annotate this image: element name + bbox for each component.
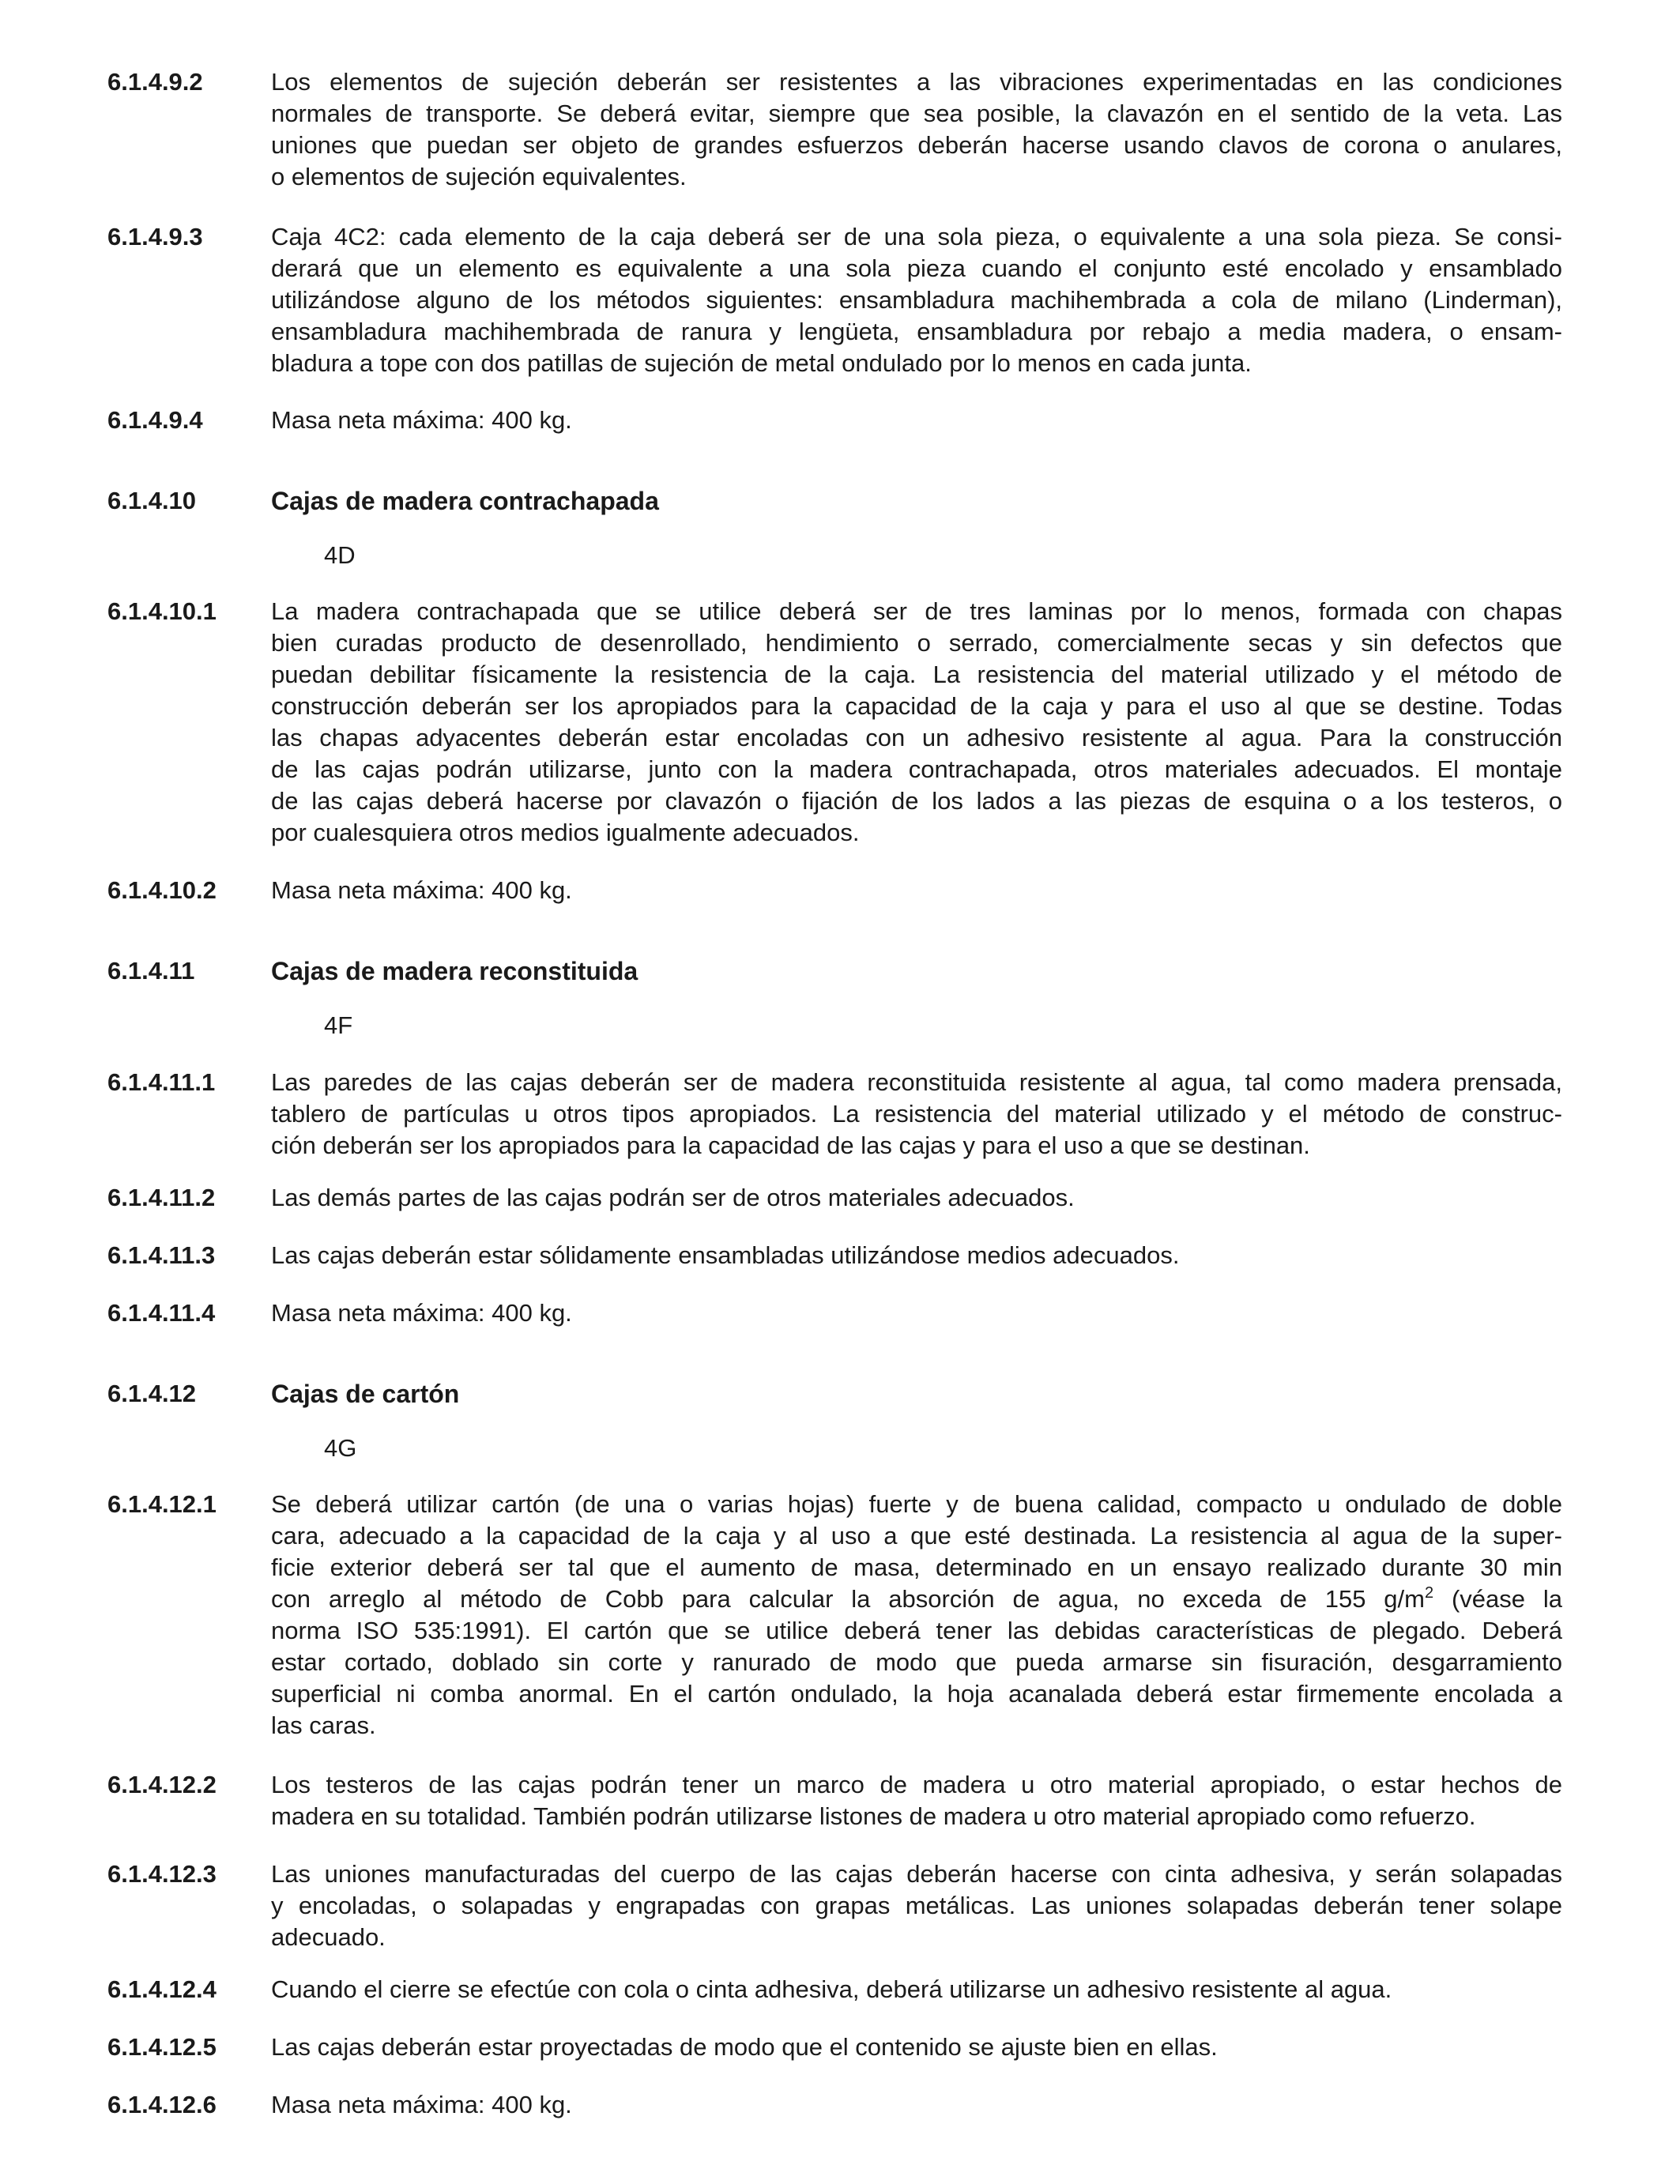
- paragraph-body: [271, 1489, 1562, 1742]
- paragraph-body: [271, 1182, 1562, 1214]
- packaging-code: 4G: [324, 1434, 357, 1462]
- paragraph-body: [271, 66, 1562, 193]
- paragraph-number: 6.1.4.12.4: [107, 1975, 217, 2003]
- superscript: 2: [1424, 1584, 1434, 1602]
- text-line: por cualesquiera otros medios igualmente adecuados.: [271, 819, 860, 846]
- packaging-code: 4F: [324, 1011, 353, 1039]
- text-line: Cuando el cierre se efectúe con cola o cinta adhesiva, deberá utilizarse un adhesivo resistente al agua.: [271, 1975, 1392, 2003]
- text-line: tablero de partículas u otros tipos apropiados. La resistencia del material utilizado y el método de construc-: [271, 1100, 1562, 1128]
- text-line: Masa neta máxima: 400 kg.: [271, 1299, 572, 1327]
- section-number: 6.1.4.12: [107, 1380, 197, 1407]
- text-line: Las cajas deberán estar sólidamente ensambladas utilizándose medios adecuados.: [271, 1241, 1180, 1269]
- text-line: de las cajas podrán utilizarse, junto con la madera contrachapada, otros materiales adecuados. El montaje: [271, 755, 1562, 783]
- text-line: ensambladura machihembrada de ranura y lengüeta, ensambladura por rebajo a media madera, o ensam-: [271, 318, 1562, 345]
- packaging-code: 4D: [324, 541, 356, 569]
- text-line: puedan debilitar físicamente la resistencia de la caja. La resistencia del material utilizado y el método de: [271, 661, 1562, 688]
- text-line: las chapas adyacentes deberán estar encoladas con un adhesivo resistente al agua. Para la construcción: [271, 724, 1562, 751]
- paragraph-number: 6.1.4.9.3: [107, 223, 203, 250]
- text-line: ficie exterior deberá ser tal que el aumento de masa, determinado en un ensayo realizado durante 30 min: [271, 1553, 1562, 1581]
- text-line: construcción deberán ser los apropiados para la capacidad de la caja y para el uso al que se destine. Todas: [271, 692, 1562, 720]
- text-line: Caja 4C2: cada elemento de la caja deberá ser de una sola pieza, o equivalente a una sola pieza. Se consi-: [271, 223, 1562, 250]
- paragraph-number: 6.1.4.12.5: [107, 2033, 217, 2061]
- text-line: las caras.: [271, 1711, 376, 1739]
- text-line: adecuado.: [271, 1923, 386, 1951]
- text-line: y encoladas, o solapadas y engrapadas con grapas metálicas. Las uniones solapadas deberán tener solape: [271, 1892, 1562, 1919]
- paragraph-body: [271, 2031, 1562, 2063]
- paragraph-body: [271, 405, 1562, 436]
- section-number: 6.1.4.11: [107, 957, 195, 985]
- text-line: cara, adecuado a la capacidad de la caja y al uso a que esté destinada. La resistencia al agua de la super-: [271, 1522, 1562, 1550]
- paragraph-body: [271, 1858, 1562, 1953]
- paragraph-number: 6.1.4.11.4: [107, 1299, 216, 1327]
- paragraph-body: [271, 1067, 1562, 1162]
- paragraph-number: 6.1.4.9.4: [107, 406, 203, 434]
- text-line: Masa neta máxima: 400 kg.: [271, 2091, 572, 2118]
- paragraph-number: 6.1.4.11.3: [107, 1241, 216, 1269]
- text-line: norma ISO 535:1991). El cartón que se utilice deberá tener las debidas características de plegado. Deberá: [271, 1617, 1562, 1644]
- text-line: Las uniones manufacturadas del cuerpo de las cajas deberán hacerse con cinta adhesiva, y serán solapadas: [271, 1860, 1562, 1888]
- text-line: o elementos de sujeción equivalentes.: [271, 163, 687, 190]
- paragraph-body: [271, 1974, 1562, 2005]
- paragraph-number: 6.1.4.11.2: [107, 1184, 216, 1211]
- text-line: madera en su totalidad. También podrán utilizarse listones de madera u otro material apropiado como refuerzo.: [271, 1802, 1476, 1830]
- paragraph-body: [271, 1769, 1562, 1832]
- text-line-with-superscript: [271, 1583, 1562, 1615]
- text-segment: (véase la: [1433, 1585, 1562, 1613]
- paragraph-number: 6.1.4.12.3: [107, 1860, 217, 1888]
- paragraph-number: 6.1.4.10.1: [107, 597, 217, 625]
- paragraph-body: [271, 596, 1562, 849]
- section-title: Cajas de cartón: [271, 1380, 460, 1408]
- text-line: Masa neta máxima: 400 kg.: [271, 876, 572, 904]
- text-line: La madera contrachapada que se utilice deberá ser de tres laminas por lo menos, formada con chapas: [271, 597, 1562, 625]
- text-line: Las demás partes de las cajas podrán ser de otros materiales adecuados.: [271, 1184, 1075, 1211]
- paragraph-number: 6.1.4.12.6: [107, 2091, 217, 2118]
- text-line: de las cajas deberá hacerse por clavazón o fijación de los lados a las piezas de esquina o a los testeros, o: [271, 787, 1562, 815]
- text-line: bladura a tope con dos patillas de sujeción de metal ondulado por lo menos en cada junta.: [271, 349, 1252, 377]
- text-line: superficial ni comba anormal. En el cartón ondulado, la hoja acanalada deberá estar firmemente encolada a: [271, 1680, 1562, 1708]
- paragraph-body: [271, 221, 1562, 379]
- section-number: 6.1.4.10: [107, 487, 197, 514]
- text-line: normales de transporte. Se deberá evitar, siempre que sea posible, la clavazón en el sentido de la veta. Las: [271, 100, 1562, 127]
- text-line: Masa neta máxima: 400 kg.: [271, 406, 572, 434]
- text-line: Los testeros de las cajas podrán tener un marco de madera u otro material apropiado, o estar hechos de: [271, 1771, 1562, 1798]
- paragraph-number: 6.1.4.10.2: [107, 876, 217, 904]
- paragraph-number: 6.1.4.9.2: [107, 68, 203, 96]
- text-line: uniones que puedan ser objeto de grandes esfuerzos deberán hacerse usando clavos de corona o anulares,: [271, 131, 1562, 159]
- text-line: utilizándose alguno de los métodos siguientes: ensambladura machihembrada a cola de milano (Linderman),: [271, 286, 1562, 314]
- paragraph-number: 6.1.4.12.2: [107, 1771, 217, 1798]
- paragraph-body: [271, 875, 1562, 906]
- text-segment: con arreglo al método de Cobb para calcular la absorción de agua, no exceda de 155 g/m: [271, 1585, 1425, 1613]
- text-line: derará que un elemento es equivalente a una sola pieza cuando el conjunto esté encolado y ensamblado: [271, 254, 1562, 282]
- paragraph-number: 6.1.4.12.1: [107, 1490, 217, 1518]
- text-line: estar cortado, doblado sin corte y ranurado de modo que pueda armarse sin fisuración, desgarramiento: [271, 1648, 1562, 1676]
- paragraph-body: [271, 1240, 1562, 1271]
- paragraph-number: 6.1.4.11.1: [107, 1068, 216, 1096]
- text-line: Se deberá utilizar cartón (de una o varias hojas) fuerte y de buena calidad, compacto u ondulado de doble: [271, 1490, 1562, 1518]
- paragraph-body: [271, 2089, 1562, 2121]
- paragraph-body: [271, 1297, 1562, 1329]
- section-title: Cajas de madera reconstituida: [271, 957, 638, 985]
- text-line: bien curadas producto de desenrollado, hendimiento o serrado, comercialmente secas y sin defectos que: [271, 629, 1562, 657]
- text-line: Las paredes de las cajas deberán ser de madera reconstituida resistente al agua, tal como madera prensada,: [271, 1068, 1562, 1096]
- section-title: Cajas de madera contrachapada: [271, 487, 659, 515]
- text-line: Los elementos de sujeción deberán ser resistentes a las vibraciones experimentadas en las condiciones: [271, 68, 1562, 96]
- text-line: ción deberán ser los apropiados para la capacidad de las cajas y para el uso a que se destinan.: [271, 1132, 1310, 1159]
- text-line: Las cajas deberán estar proyectadas de modo que el contenido se ajuste bien en ellas.: [271, 2033, 1218, 2061]
